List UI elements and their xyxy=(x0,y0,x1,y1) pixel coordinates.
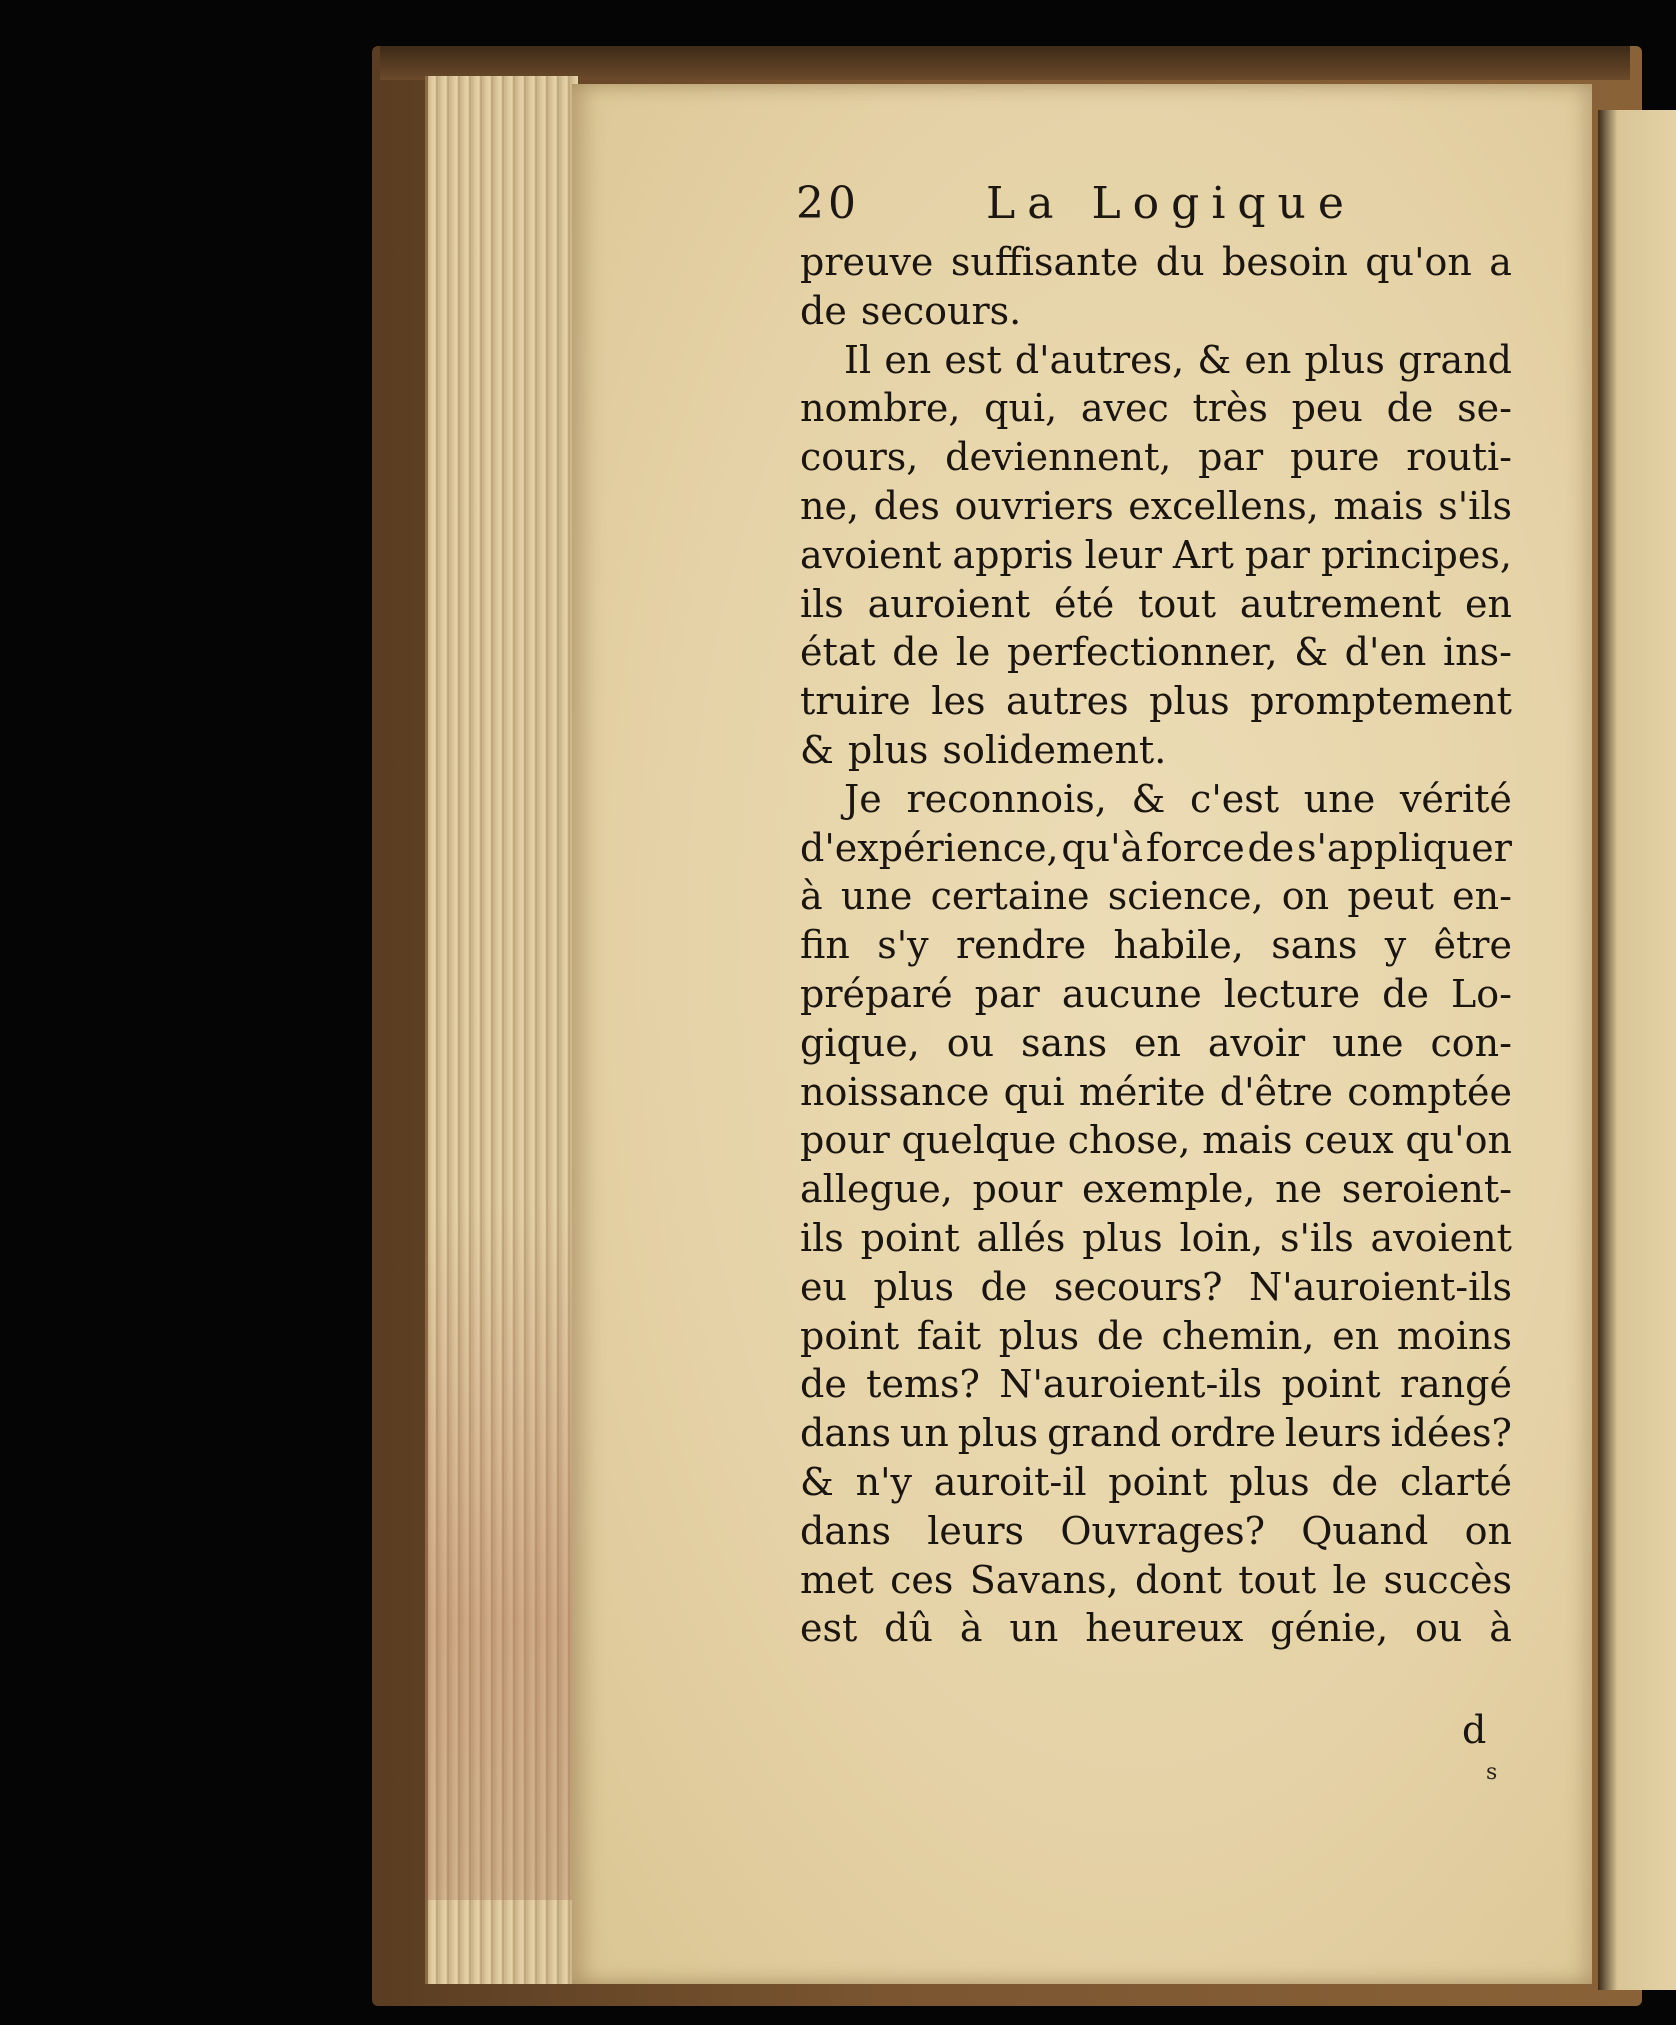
text-line: nombre, qui, avec très peu de se- xyxy=(800,386,1512,431)
facing-page-edge xyxy=(1598,110,1676,1990)
body-text xyxy=(800,238,1512,1653)
text-line: ils point allés plus loin, s'ils avoient xyxy=(800,1215,1512,1260)
text-line: noissance qui mérite d'être comptée xyxy=(800,1069,1512,1114)
text-line: d'expérience, qu'à force de s'appliquer xyxy=(800,825,1512,870)
text-line: ne, des ouvriers excellens, mais s'ils xyxy=(800,483,1512,528)
text-line: Je reconnois, & c'est une vérité xyxy=(844,776,1512,821)
signature-mark: s xyxy=(1486,1760,1498,1785)
text-line: état de le perfectionner, & d'en ins- xyxy=(800,630,1512,675)
text-line: truire les autres plus promptement xyxy=(800,679,1512,724)
text-line: préparé par aucune lecture de Lo- xyxy=(800,971,1512,1016)
text-line: gique, ou sans en avoir une con- xyxy=(800,1020,1512,1065)
text-line: cours, deviennent, par pure routi- xyxy=(800,435,1512,480)
catchword: d xyxy=(1462,1708,1487,1752)
text-line: allegue, pour exemple, ne seroient- xyxy=(800,1167,1512,1212)
binding-top-edge xyxy=(380,46,1630,80)
text-line: est dû à un heureux génie, ou à xyxy=(800,1606,1512,1651)
text-line: fin s'y rendre habile, sans y être xyxy=(800,923,1512,968)
running-title: La Logique xyxy=(986,178,1356,229)
running-head xyxy=(796,178,1356,230)
text-line: Il en est d'autres, & en plus grand xyxy=(844,337,1512,382)
text-line: pour quelque chose, mais ceux qu'on xyxy=(800,1118,1512,1163)
page-number: 20 xyxy=(796,178,860,229)
text-line: à une certaine science, on peut en- xyxy=(800,874,1512,919)
text-line: dans un plus grand ordre leurs idées? xyxy=(800,1411,1512,1456)
text-line: ils auroient été tout autrement en xyxy=(800,581,1512,626)
text-line: & plus solidement. xyxy=(800,727,1167,772)
text-line: & n'y auroit-il point plus de clarté xyxy=(800,1459,1512,1504)
text-line: preuve suffisante du besoin qu'on a xyxy=(800,240,1512,284)
text-line: avoient appris leur Art par principes, xyxy=(800,532,1512,577)
text-line: dans leurs Ouvrages? Quand on xyxy=(800,1508,1512,1553)
edge-stain xyxy=(425,1200,575,1900)
text-line: de tems? N'auroient-ils point rangé xyxy=(800,1362,1512,1407)
text-line: point fait plus de chemin, en moins xyxy=(800,1313,1512,1358)
text-line: de secours. xyxy=(800,288,1022,333)
text-line: eu plus de secours? N'auroient-ils xyxy=(800,1264,1512,1309)
text-line: met ces Savans, dont tout le succès xyxy=(800,1557,1512,1602)
